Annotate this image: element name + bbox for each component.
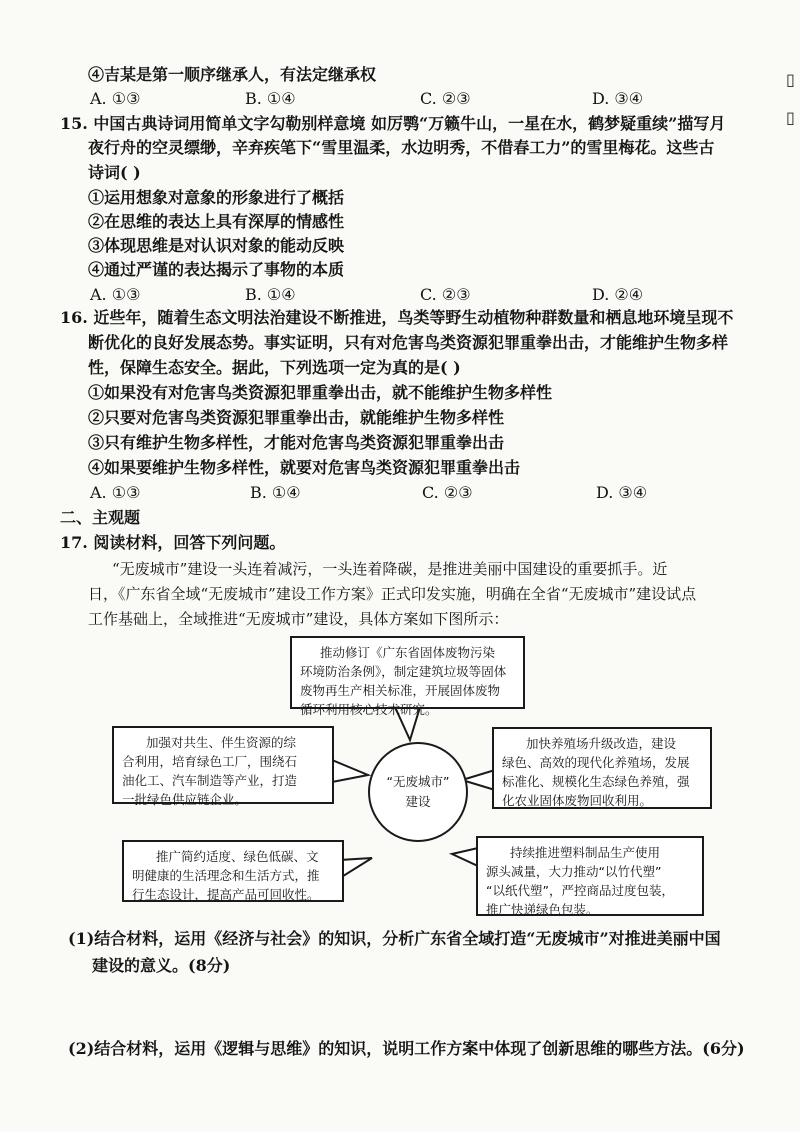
- top-measure-box: [290, 636, 525, 717]
- bottom-left-measure-box: [122, 840, 344, 902]
- q14-option-b: B. ①④: [245, 89, 296, 108]
- q16-statement-1: ①如果没有对危害鸟类资源犯罪重拳出击，就不能维护生物多样性: [88, 383, 553, 402]
- q15-stem-line1: 15. 中国古典诗词用简单文字勾勒别样意境 如厉鹗“万籁牛山，一星在水，鹤梦疑重续”描写月: [60, 114, 726, 133]
- bottom-right-measure-line1: 持续推进塑料制品生产使用: [510, 845, 661, 860]
- q15-statement-2: ②在思维的表达上具有深厚的情感性: [88, 212, 345, 231]
- bottom-left-box-pointer: [340, 858, 372, 878]
- q17-intro: 17. 阅读材料，回答下列问题。: [60, 533, 286, 552]
- bottom-right-box-pointer: [452, 848, 478, 866]
- q14-statement-4: ④吉某是第一顺序继承人，有法定继承权: [88, 65, 377, 84]
- bottom-left-measure-line2: 明健康的生活理念和生活方式，推: [132, 868, 320, 883]
- q16-statement-4: ④如果要维护生物多样性，就要对危害鸟类资源犯罪重拳出击: [88, 458, 521, 477]
- q14-option-d: D. ③④: [592, 89, 644, 108]
- q15-statement-4: ④通过严谨的表达揭示了事物的本质: [88, 260, 345, 279]
- q16-option-a: A. ①③: [90, 483, 141, 502]
- q15-option-c: C. ②③: [420, 285, 471, 304]
- section-heading: 二、主观题: [60, 508, 141, 527]
- left-measure-box: [112, 726, 334, 807]
- top-measure-line3: 废物再生产相关标准，开展固体废物: [300, 683, 501, 698]
- top-measure-line1: 推动修订《广东省固体废物污染: [320, 645, 496, 660]
- q17-sub1-line2: 建设的意义。(8分): [92, 956, 231, 975]
- margin-mark: ▯: [786, 108, 795, 127]
- right-measure-line1: 加快养殖场升级改造，建设: [526, 736, 677, 751]
- left-measure-line3: 油化工、汽车制造等产业，打造: [122, 773, 298, 788]
- q15-stem-line3: 诗词( ): [88, 163, 141, 182]
- q15-statement-3: ③体现思维是对认识对象的能动反映: [88, 236, 345, 255]
- right-measure-line4: 化农业固体废物回收利用。: [502, 793, 653, 808]
- right-measure-line2: 绿色、高效的现代化养殖场，发展: [502, 755, 690, 770]
- q17-sub1-line1: (1)结合材料，运用《经济与社会》的知识，分析广东省全域打造“无废城市”对推进美丽中国: [68, 929, 721, 948]
- q16-stem-line2: 断优化的良好发展态势。事实证明，只有对危害鸟类资源犯罪重拳出击，才能维护生物多样: [88, 333, 729, 352]
- top-measure-line4: 循环利用核心技术研究。: [300, 702, 438, 717]
- bottom-right-measure-line4: 推广快递绿色包装。: [486, 902, 599, 917]
- q15-option-d: D. ②④: [592, 285, 644, 304]
- q14-option-c: C. ②③: [420, 89, 471, 108]
- bottom-right-measure-line2: 源头减量，大力推动“以竹代塑”: [486, 864, 662, 879]
- q17-material-line2: 日，《广东省全域“无废城市”建设工作方案》正式印发实施，明确在全省“无废城市”建设试点: [88, 585, 697, 603]
- q16-option-c: C. ②③: [422, 483, 473, 502]
- q15-option-b: B. ①④: [245, 285, 296, 304]
- q16-stem-line3: 性，保障生态安全。据此，下列选项一定为真的是( ): [88, 358, 461, 377]
- q16-stem-line1: 16. 近些年，随着生态文明法治建设不断推进，鸟类等野生动植物种群数量和栖息地环境呈现不: [60, 308, 734, 327]
- q16-option-b: B. ①④: [250, 483, 301, 502]
- q16-option-d: D. ③④: [596, 483, 648, 502]
- left-measure-line4: 一批绿色供应链企业。: [122, 792, 248, 807]
- q16-statement-2: ②只要对危害鸟类资源犯罪重拳出击，就能维护生物多样性: [88, 408, 505, 427]
- center-label-line1: “无废城市”: [386, 774, 450, 789]
- left-measure-line1: 加强对共生、伴生资源的综: [146, 735, 297, 750]
- center-label-line2: 建设: [405, 794, 431, 809]
- left-measure-line2: 合利用，培育绿色工厂，围绕石: [122, 754, 298, 769]
- q17-material-line1: “无废城市”建设一头连着减污，一头连着降碳，是推进美丽中国建设的重要抓手。近: [112, 560, 668, 578]
- right-measure-box: [492, 727, 712, 809]
- right-measure-line3: 标准化、规模化生态绿色养殖，强: [502, 774, 690, 789]
- center-circle: [368, 742, 468, 842]
- q17-material-line3: 工作基础上，全域推进“无废城市”建设，具体方案如下图所示：: [88, 610, 509, 628]
- bottom-left-measure-line1: 推广简约适度、绿色低碳、文: [156, 849, 319, 864]
- bottom-left-measure-line3: 行生态设计，提高产品可回收性。: [132, 887, 320, 902]
- q15-option-a: A. ①③: [90, 285, 141, 304]
- q15-stem-line2: 夜行舟的空灵缥缈，辛弃疾笔下“雪里温柔，水边明秀，不借春工力”的雪里梅花。这些古: [88, 138, 715, 157]
- q17-sub2: (2)结合材料，运用《逻辑与思维》的知识，说明工作方案中体现了创新思维的哪些方法。(6分): [68, 1039, 745, 1058]
- bottom-right-measure-box: [476, 836, 704, 916]
- bottom-right-measure-line3: “以纸代塑”，严控商品过度包装，: [486, 883, 674, 898]
- margin-mark: ▯: [786, 70, 795, 89]
- left-box-pointer: [332, 760, 368, 782]
- top-measure-line2: 环境防治条例》，制定建筑垃圾等固体: [300, 664, 507, 679]
- q15-statement-1: ①运用想象对意象的形象进行了概括: [88, 188, 345, 207]
- q14-option-a: A. ①③: [90, 89, 141, 108]
- q16-statement-3: ③只有维护生物多样性，才能对危害鸟类资源犯罪重拳出击: [88, 433, 505, 452]
